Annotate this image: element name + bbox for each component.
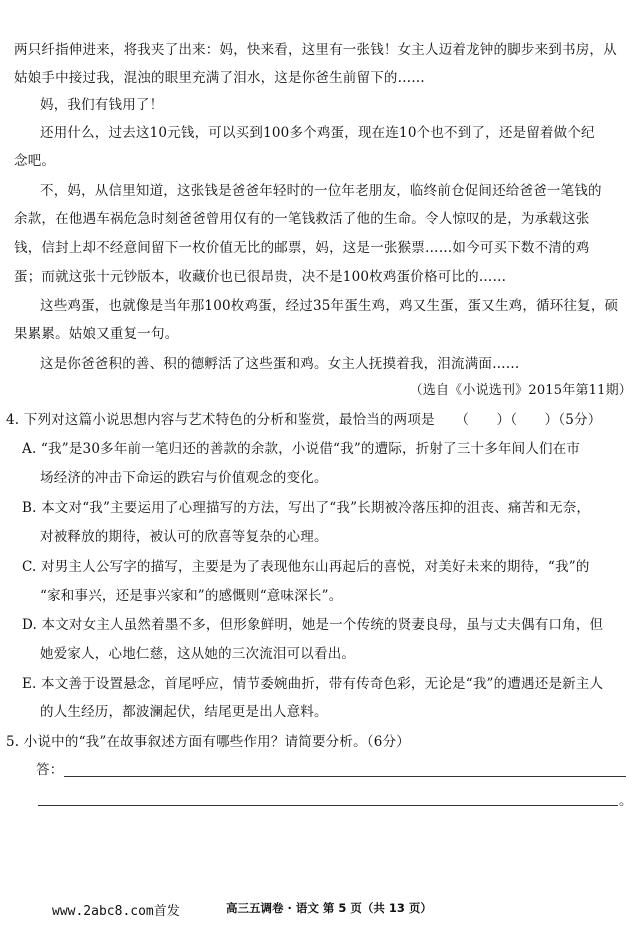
story-line: 蛋；而就这张十元钞版本，收藏价也已很昂贵，决不是100枚鸡蛋价格可比的…… bbox=[14, 269, 507, 285]
story-line: 还用什么，过去这10元钱，可以买到100多个鸡蛋，现在连10个也不到了，还是留着做个纪 bbox=[40, 125, 595, 141]
story-line: 姑娘手中接过我，混浊的眼里充满了泪水，这是你爸生前留下的…… bbox=[14, 70, 425, 86]
story-line: 果累累。姑娘又重复一句。 bbox=[14, 326, 179, 342]
answer-end-mark: 。 bbox=[619, 793, 633, 809]
story-line: 钱，信封上却不经意间留下一枚价值无比的邮票，妈，这是一张猴票……如今可买下数不清的鸡 bbox=[14, 240, 590, 256]
answer-label: 答： bbox=[36, 762, 64, 778]
footer-page-number: 高三五调卷 · 语文 第 5 页（共 13 页） bbox=[226, 901, 432, 915]
q4-option-b: B. 本文对“我”主要运用了心理描写的方法，写出了“我”长期被冷落压抑的沮丧、痛苦和无奈， bbox=[22, 500, 591, 516]
q5-question: 5. 小说中的“我”在故事叙述方面有哪些作用？请简要分析。（6分） bbox=[6, 734, 410, 750]
story-line: 不，妈，从信里知道，这张钱是爸爸年轻时的一位年老朋友，临终前仓促间还给爸爸一笔钱的 bbox=[40, 183, 602, 199]
footer-site: www.2abc8.com首发 bbox=[52, 904, 180, 919]
q4-option-e-cont: 的人生经历，都波澜起伏，结尾更是出人意料。 bbox=[40, 704, 328, 720]
q4-option-d-cont: 她爱家人，心地仁慈，这从她的三次流泪可以看出。 bbox=[40, 646, 356, 662]
q4-option-c: C. 对男主人公写字的描写，主要是为了表现他东山再起后的喜悦，对美好未来的期待，“我”的 bbox=[22, 559, 590, 575]
answer-line[interactable] bbox=[64, 776, 626, 777]
q4-option-a: A. “我”是30多年前一笔归还的善款的余款，小说借“我”的遭际，折射了三十多年间人们在市 bbox=[22, 441, 581, 457]
q4-option-e: E. 本文善于设置悬念，首尾呼应，情节委婉曲折，带有传奇色彩，无论是“我”的遭遇还是新主人 bbox=[22, 676, 604, 692]
story-line: 这是你爸爸积的善、积的德孵活了这些蛋和鸡。女主人抚摸着我，泪流满面…… bbox=[40, 356, 520, 372]
story-line: 念吧。 bbox=[14, 153, 56, 169]
story-line: 余款，在他遇车祸危急时刻爸爸曾用仅有的一笔钱救活了他的生命。令人惊叹的是，为承载这张 bbox=[14, 211, 590, 227]
q4-option-a-cont: 场经济的冲击下命运的跌宕与价值观念的变化。 bbox=[40, 470, 328, 486]
story-line: 这些鸡蛋，也就像是当年那100枚鸡蛋，经过35年蛋生鸡，鸡又生蛋，蛋又生鸡，循环往复，硕 bbox=[40, 298, 619, 314]
q4-stem: 4. 下列对这篇小说思想内容与艺术特色的分析和鉴赏，最恰当的两项是 （ ）（ ）（5分） bbox=[6, 412, 602, 428]
q4-option-b-cont: 对被释放的期待，被认可的欣喜等复杂的心理。 bbox=[40, 529, 328, 545]
q4-option-d: D. 本文对女主人虽然着墨不多，但形象鲜明，她是一个传统的贤妻良母，虽与丈夫偶有口角，但 bbox=[22, 617, 604, 633]
story-line: 妈，我们有钱用了！ bbox=[40, 97, 164, 113]
q4-option-c-cont: “家和事兴，还是事兴家和”的感慨则“意味深长”。 bbox=[40, 588, 343, 604]
source-citation: （选自《小说选刊》2015年第11期） bbox=[409, 383, 632, 398]
answer-line[interactable] bbox=[38, 805, 618, 806]
story-line: 两只纤指伸进来，将我夹了出来：妈，快来看，这里有一张钱！女主人迈着龙钟的脚步来到书房，从 bbox=[14, 42, 617, 58]
